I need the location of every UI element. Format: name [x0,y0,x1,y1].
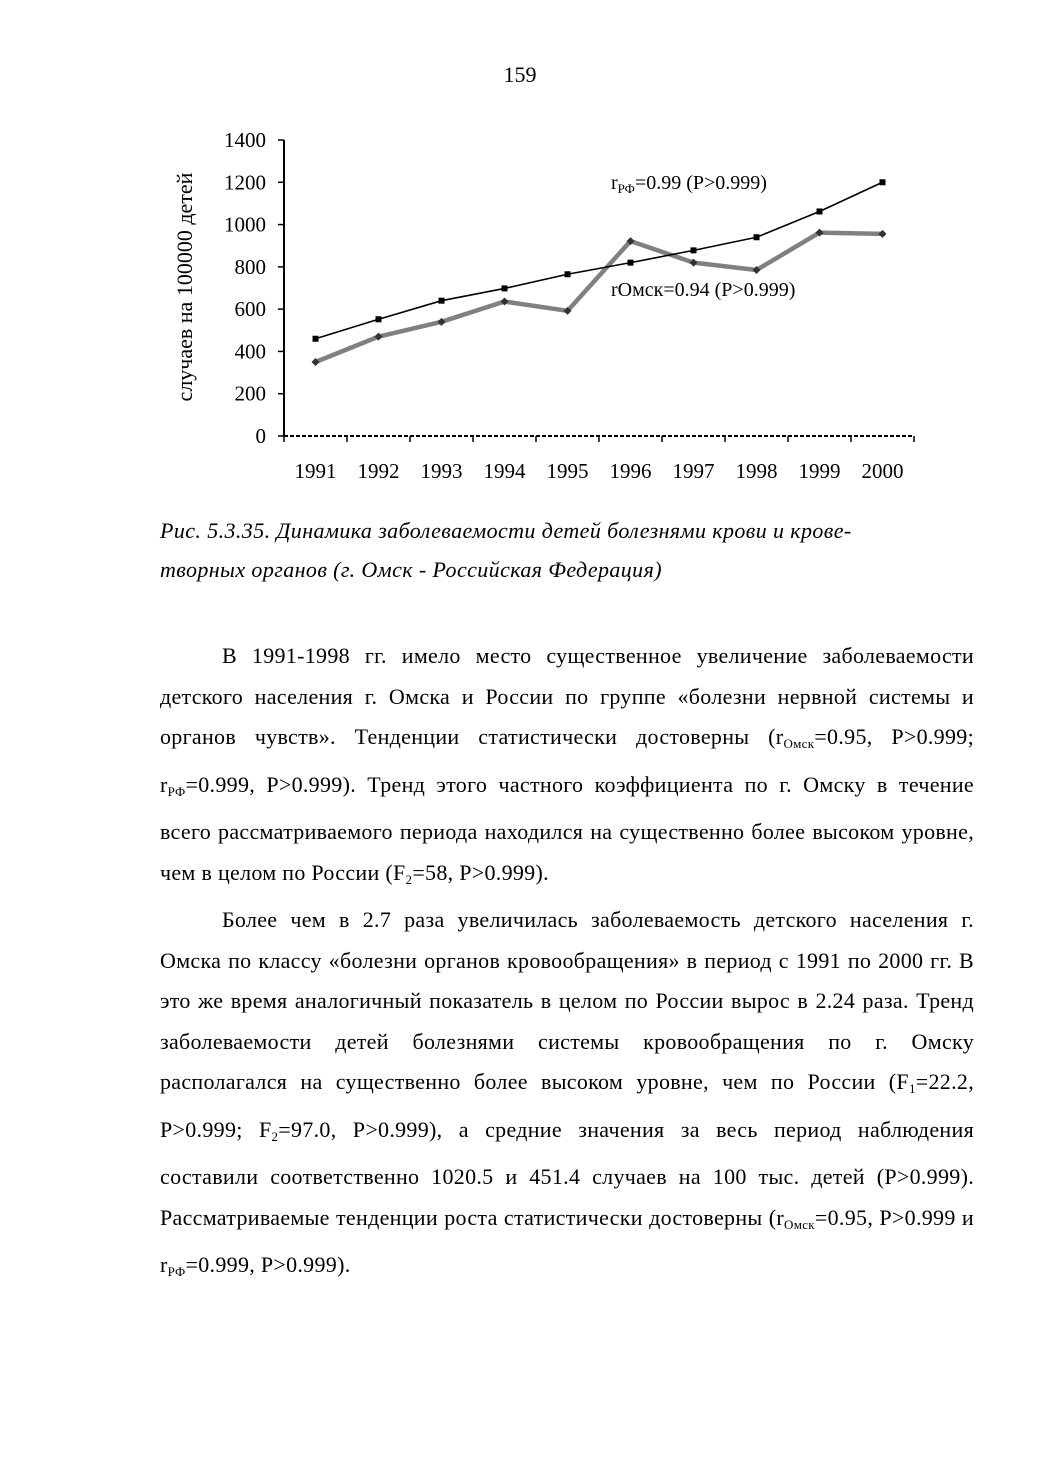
x-tick-label: 1993 [420,459,463,483]
subscript: РФ [167,1264,186,1279]
y-tick-label: 1200 [224,170,266,195]
y-tick-labels [224,128,266,448]
data-point [879,230,887,238]
x-tick-label: 1995 [546,459,589,483]
x-tick-label: 1996 [609,459,652,483]
subscript: 2 [405,871,413,887]
data-point [313,336,319,342]
paragraph-2: Более чем в 2.7 раза увеличилась заболеваемость детского населения г. Омска по классу «болезни органов кровообращения» в период с 1991 по 2000 гг. В это же время аналогичный показатель в целом по России вырос в 2.24 раза. Тренд заболеваемости детей болезнями системы кровообращения по г. Омску располагался на существенно более высоком уровне, чем по России ($F_1=22.2$, P>0.999; $F_2=97.0$, P>0.999), а средние значения за весь период наблюдения составили соответственно 1020.5 и 451.4 случаев на 100 тыс. детей (P>0.999). Рассматриваемые тенденции роста статистически достоверны ($r_{Омск}=0.95$, P>0.999 и $r_{РФ}=0.999$, P>0.999). [160,907,974,1279]
x-tick-label: 1992 [357,459,400,483]
body-text [160,636,974,1293]
y-tick-label: 800 [234,254,266,279]
series-2 [312,229,887,366]
series-1 [313,179,886,341]
subscript: РФ [167,783,186,799]
x-tick-label: 2000 [861,459,904,483]
series-line [316,233,883,362]
subscript: 1 [908,1081,916,1096]
data-point [880,179,886,185]
caption-line-2: творных органов (г. Омск - Российская Федерация) [160,557,662,582]
annotation-rf: $r_{РФ}=0.99$ (P>0.999) [611,172,767,196]
data-point [439,298,445,304]
caption-line-1: Рис. 5.3.35. Динамика заболеваемости детей болезнями крови и крове- [160,518,852,543]
series-line [316,182,883,338]
data-point [502,285,508,291]
x-tick-label: 1997 [672,459,715,483]
x-tick-label: 1999 [798,459,841,483]
line-chart [0,0,1040,500]
x-tick-label: 1994 [483,459,526,483]
x-tick-label: 1998 [735,459,778,483]
figure-caption [160,511,974,589]
chart-series [312,179,887,366]
chart-axes [278,140,914,442]
data-point [754,234,760,240]
data-point [565,271,571,277]
paragraph-1: В 1991-1998 гг. имело место существенное увеличение заболеваемости детского населения г. Омска и России по группе «болезни нервной системы и органов чувств». Тенденции статистически достоверны ($r_{Омск}=0.95$, P>0.999; $r_{РФ}=0.999$, P>0.999). Тренд этого частного коэффициента по г. Омску в течение всего рассматриваемого периода находился на существенно более высоком уровне, чем в целом по России ($F_2=58$, P>0.999). [160,643,974,887]
subscript: Омск [783,736,815,751]
x-tick-label: 1991 [294,459,337,483]
y-tick-label: 200 [234,381,266,406]
y-tick-label: 1000 [224,212,266,237]
data-point [691,247,697,253]
page-number: 159 [503,62,537,87]
y-axis-label: случаев на 100000 детей [172,172,197,402]
annotation-omsk: rОмск=0.94 (P>0.999) [611,279,796,301]
data-point [376,316,382,322]
y-tick-label: 0 [255,424,266,448]
x-tick-labels [295,459,904,483]
data-point [628,260,634,266]
y-tick-label: 1400 [224,128,266,152]
subscript: Омск [784,1216,815,1232]
y-tick-label: 600 [234,297,266,322]
y-tick-label: 400 [234,339,266,364]
data-point [817,208,823,214]
subscript: 2 [271,1128,279,1144]
